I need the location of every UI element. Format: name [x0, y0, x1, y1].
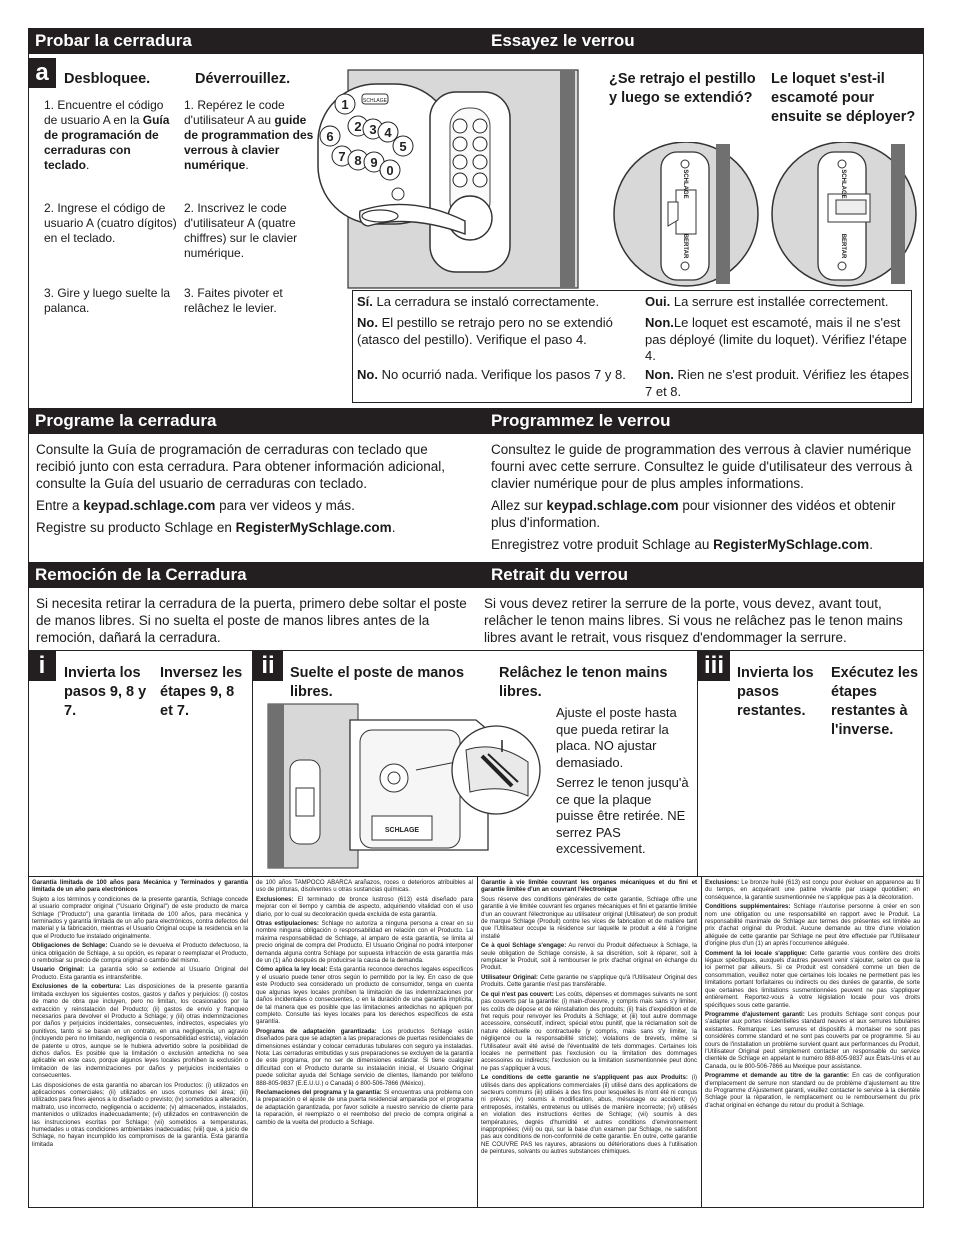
result-yes-fr: Oui. La serrure est installée correctement.	[645, 294, 889, 309]
removal-text-es: Si necesita retirar la cerradura de la puerta, primero debe soltar el poste de manos libres. Si no suelta el poste de manos libres antes de la remoción, dañará la cerradura.	[36, 596, 467, 645]
step-1-fr: 1. Repérez le code d'utilisateur A au guide de programmation des verrous à clavier numérique.	[184, 98, 314, 172]
question-es: ¿Se retrajo el pestillo y luego se extendió?	[609, 71, 756, 106]
step-3-fr: 3. Faites pivoter et relâchez le levier.	[184, 286, 283, 315]
result-no2-es: No. No ocurrió nada. Verifique los pasos 7 y 8.	[357, 367, 626, 382]
warranty-paragraph: Obligaciones de Schlage: Cuando se le devuelva el Producto defectuoso, la única obligación de Schlage, a su opción, es reparar o reemplazar el Producto, o rembolsar su precio de compra original o cambio del mismo.	[32, 942, 248, 965]
step-2-fr: 2. Inscrivez le code d'utilisateur A (quatre chiffres) sur le clavier numérique.	[184, 201, 298, 260]
warranty-divider-2	[477, 876, 478, 1208]
step-ii-note-es: Ajuste el poste hasta que pueda retirar la placa. NO ajustar demasiado.	[556, 705, 677, 770]
warranty-paragraph: Sujeto a los términos y condiciones de la presente garantía, Schlage concede al usuario comprador original ("Usuario Original") de este producto de marca Schlage ("Producto") una garantía limitada de 100 años, para mecánica y terminados y garantía limitada de un año para electrónicos, contra defectos del material y la fabricación, mientras el Usuario Original ocupe la residencia en la que el Producto fue instalado originalmente.	[32, 895, 248, 940]
hands-free-post-illustration	[266, 700, 556, 872]
warranty-paragraph: Ce à quoi Schlage s'engage: Au renvoi du Produit défectueux à Schlage, la seule obligation de Schlage consiste, à sa discrétion, soit à réparer, soit à remplacer le Produit, soit à rembourser le prix d'achat original en échange du Produit.	[481, 942, 697, 972]
result-no-fr: Non.Le loquet est escamoté, mais il ne s'est pas déployé (limite du loquet). Vérifiez l'étape 4.	[645, 315, 907, 363]
question-fr: Le loquet s'est-il escamoté pour ensuite se déployer?	[771, 71, 916, 125]
step-2-es: 2. Ingrese el código de usuario A (cuatro dígitos) en el teclado.	[44, 201, 177, 245]
removal-divider-2	[697, 650, 698, 876]
warranty-paragraph: Garantía limitada de 100 años para Mecánica y Terminados y garantía limitada de un año para electrónicos	[32, 879, 248, 894]
strike-label-right: SCHLAGE	[840, 169, 846, 199]
removal-text-fr: Si vous devez retirer la serrure de la porte, vous devez, avant tout, relâcher le tenon mains libres. Si vous ne relâchez pas le tenon mains libres avant le retrait, vous risquez d'endommager la serrure.	[484, 596, 903, 645]
key-3: 3	[369, 122, 377, 137]
warranty-paragraph: Ce qui n'est pas couvert: Les coûts, dépenses et dommages suivants ne sont pas couverts par la garantie: (i) main-d'oeuvre, y compris mais sans s'y limiter, les coûts de dépose et de réinstallation des produits; (ii) frais d'expédition et de fret requis pour renvoyer les Produits à Schlage; et (iii) tout autre dommage accessoire, consécutif, indirect, spécial et/ou punitif, que la réclamation soit de nature délictuelle ou contractuelle (y compris, mais sans s'y limiter, la négligence ou la responsabilité stricte); violations de brevets, même si l'Utilisateur avait été avisé de l'éventualité de tels dommages. Certaines lois locales ne permettent pas l'exclusion ou la limitation des dommages accessoires ou indirects; l'exclusion ou la limitation susmentionnée peut donc ne pas s'appliquer à vous.	[481, 990, 697, 1072]
removal-title-es: Remoción de la Cerradura	[35, 565, 247, 584]
warranty-paragraph: Usuario Original: La garantía sólo se extiende al Usuario Original del Producto. Esta garantía es intransferible.	[32, 966, 248, 981]
warranty-paragraph: Exclusions: Le bronze huilé (613) est conçu pour évoluer en apparence au fil du temps, en acquérant une patine vivante par usage quotidien; en conséquence, la garantie susmentionnée ne s'applique pas à la décoloration.	[705, 879, 920, 901]
strike-label-left: SCHLAGE	[682, 169, 688, 199]
link-keypad-schlage-fr[interactable]: keypad.schlage.com	[546, 498, 679, 513]
warranty-paragraph: Garantie à vie limitée couvrant les organes mécaniques et du fini et garantie limitée d'un an couvrant l'électronique	[481, 879, 697, 894]
warranty-col-1	[32, 879, 248, 1205]
warranty-paragraph: Programme d'ajustement garanti: Les produits Schlage sont conçus pour s'adapter aux portes résidentielles standard neuves et aux serrures tubulaires existantes. Remarque: Les serrures et dispositifs à mortaiser ne sont pas considérés comme standard et ne sont pas couverts par ce programme. Si au cours de l'installation un problème survient quant aux performances du Produit, l'Utilisateur Original peut simplement contacter un responsable du service clientèle de Schlage en appelant le numéro 888-805-9837 aux États-Unis et au Canada, ou le 800-506-7866 au Mexique pour assistance.	[705, 1010, 920, 1070]
key-0: 0	[386, 163, 394, 178]
keypad-brand-label: SCHLAGE	[363, 98, 387, 104]
step-iii-fr: Exécutez les étapes restantes à l'inverse.	[831, 665, 919, 738]
key-2: 2	[354, 119, 362, 134]
key-6: 6	[326, 129, 334, 144]
link-keypad-schlage-es[interactable]: keypad.schlage.com	[83, 498, 216, 513]
key-1: 1	[341, 97, 349, 112]
step-i-es: Invierta los pasos 9, 8 y 7.	[64, 665, 147, 719]
strike-label-left-2: BERTAR	[682, 233, 688, 259]
section-program-header	[28, 408, 924, 434]
program-text-es: Consulte la Guía de programación de cerraduras con teclado que recibió junto con esta cerradura. Para obtener información adicional, consulte la Guía del usuario de cerraduras con teclado. Entre a keypad.schlage.com para ver videos y más. Registre su producto Schlage en RegisterMySchlage.com.	[36, 442, 445, 535]
warranty-divider-1	[252, 876, 253, 1208]
strike-illustrations	[606, 142, 924, 292]
warranty-col-3	[481, 879, 697, 1205]
keypad-lock-illustration	[290, 66, 600, 291]
result-yes-es: Sí. La cerradura se instaló correctamente.	[357, 294, 600, 309]
link-register-es[interactable]: RegisterMySchlage.com	[235, 520, 392, 535]
warranty-paragraph: Programa de adaptación garantizada: Los productos Schlage están diseñados para que se adapten a las preparaciones de puertas residenciales de dimensiones estándar y colocar cerraduras tubulares con seguro ya instaladas. Nota: Las cerraduras embutidas y sus preparaciones se excluyen de la garantía de este programa, por no ser de dimensiones estándar. Si tiene cualquier dificultad con el Producto durante su instalación inicial, el Usuario Original puede solicitar ayuda del Schlage servicio de clientes, llamando por teléfono 888-805-9837 (E.E.U.U.) o Canadá) ó 800-506-7866 (México).	[256, 1027, 473, 1087]
section-removal-header	[28, 562, 924, 588]
unlock-heading-fr: Déverrouillez.	[195, 71, 291, 87]
link-register-fr[interactable]: RegisterMySchlage.com	[713, 537, 870, 552]
warranty-paragraph: Las disposiciones de esta garantía no abarcan los Productos: (i) utilizados en aplicaciones comerciales; (ii) utilizados en usos comunes del área; (iii) utilizados para fines ajenos a lo diseñado o previsto; (iv) sometidos a alteración, maltrato, uso incorrecto, negligencia o accidente; (v) almacenados, instalados, mantenidos o utilizados inadecuadamente; (vi) utilizados en contravención de las instrucciones escritas por Schlage; (vii) sometidos a temperaturas, humedades u otras condiciones ambientales inadecuadas; (viii) que, a juicio de Schlage, no hayan incumplido los compromisos de la garantía. Esta garantía limitada	[32, 1081, 248, 1148]
key-4: 4	[384, 125, 392, 140]
warranty-col-4	[705, 879, 920, 1205]
warranty-paragraph: Programme et demande au titre de la garantie: En cas de configuration d'emplacement de serrure non standard ou de problème d'ajustement au titre du Programme d'Ajustement garanti, veuillez contacter le service à la clientèle Schlage pour la réparation, le remplacement ou le remboursement du prix d'achat original en échange du retour du produit à Schlage.	[705, 1072, 920, 1109]
step-badge-a: a	[28, 58, 56, 88]
step-badge-i: i	[28, 651, 56, 681]
warranty-paragraph: Otras estipulaciones: Schlage no autoriza a ninguna persona a crear en su nombre ninguna obligación o responsabilidad en relación con el Producto. La máxima responsabilidad de Schlage, al amparo de esta garantía, se limita al precio original de compra del Producto. El Usuario Original no podrá interponer demanda alguna contra Schlage por supuesta infracción de esta garantía más de un (1) año después de producirse la causa de la demanda.	[256, 920, 473, 965]
step-ii-es: Suelte el poste de manos libres.	[290, 665, 465, 700]
step-3-es: 3. Gire y luego suelte la palanca.	[44, 286, 171, 315]
warranty-divider-3	[701, 876, 702, 1208]
key-9: 9	[370, 155, 378, 170]
section-test-header	[28, 28, 924, 54]
step-i-fr: Inversez les étapes 9, 8 et 7.	[160, 665, 243, 719]
warranty-paragraph: Utilisateur Original: Cette garantie ne s'applique qu'à l'Utilisateur Original des Produits. Cette garantie n'est pas transférable.	[481, 973, 697, 989]
removal-steps-top-rule	[28, 650, 924, 651]
step-badge-ii: ii	[253, 651, 283, 681]
step-badge-iii: iii	[698, 651, 730, 681]
unlock-heading-es: Desbloquee.	[64, 71, 151, 87]
result-no2-fr: Non. Rien ne s'est produit. Vérifiez les étapes 7 et 8.	[645, 367, 910, 399]
program-title-es: Programe la cerradura	[35, 411, 217, 430]
program-text-fr: Consultez le guide de programmation des verrous à clavier numérique fourni avec cette serrure. Consultez le guide d'utilisateur des verrous à clavier numérique pour de plus amples informations. Allez sur keypad.schlage.com pour visionner des vidéos et obtenir plus d'information. Enregistrez votre produit Schlage au RegisterMySchlage.com.	[491, 442, 913, 552]
section-title-fr: Essayez le verrou	[491, 31, 635, 50]
warranty-paragraph: de 100 años TAMPOCO ABARCA arañazos, roces o deterioros atribuibles al uso de pinturas, disolventes u otras sustancias químicas.	[256, 879, 473, 894]
step-ii-note-fr: Serrez le tenon jusqu'à ce que la plaque puisse être retirée. NE serrez PAS excessivement.	[556, 775, 689, 856]
warranty-paragraph: Sous réserve des conditions générales de cette garantie, Schlage offre une garantie à vie limitée couvrant les organes mécaniques et fini et garantie limitée d'un an couvrant l'électronique au utilisateur original (Utilisateur) de son produit de marque Schlage (Produit) contre les vices de fabrication et de matière tant que l'Utilisateur occupe la résidence sur laquelle le produit a été à l'origine installé	[481, 895, 697, 940]
plate-brand-label: SCHLAGE	[384, 827, 420, 834]
warranty-top-rule	[28, 876, 924, 877]
warranty-paragraph: Cómo aplica la ley local: Esta garantía reconoce derechos legales específicos y el usuario puede tener otros según lo permitido por la ley. En caso de que este Producto sea considerado un producto de consumidor, tenga en cuenta que algunas leyes locales prohíben la limitación de las indemnizaciones por daños incidentales o consecuentes, o en la duración de una garantía implícita, de tal manera que es posible que las limitaciones antedichas no apliquen por completo. Consulte las leyes locales para los derechos específicos de esta garantía.	[256, 966, 473, 1026]
result-no-es: No. El pestillo se retrajo pero no se extendió (atasco del pestillo). Verifique el paso 4.	[357, 315, 613, 347]
warranty-paragraph: Exclusiones de la cobertura: Las disposiciones de la presente garantía limitada excluyen los siguientes costos, gastos y daños y perjuicios: (i) costos de mano de obra que incluyen, pero no limitan, los ocasionados por la extracción y reinstalación del Producto; (ii) gastos de envío y franqueo necesarios para devolver el Producto a Schlage; y (iii) otras indemnizaciones por daños y perjuicios incidentales, consecuentes, indirectos, especiales y/o punitivos, tanto si se basan en un contrato, en una negligencia, un agravio (incluyendo pero no limitando, negligencia o responsabilidad estricta), violación de patente u otros, aunque se le hubiera advertido sobre la posibilidad de dichos daños. Es posible que la limitación o exclusión antedicha no sea aplicable en este caso, porque algunos leyes locales prohíben la exclusión o limitación de las indemnizaciones por daños y perjuicios incidentales o consecuentes.	[32, 983, 248, 1080]
key-5: 5	[399, 139, 407, 154]
removal-title-fr: Retrait du verrou	[491, 565, 628, 584]
warranty-paragraph: Comment la loi locale s'applique: Cette garantie vous confère des droits légaux spécifiques, auxquels d'autres peuvent venir s'ajouter, selon ce que la loi permet par ailleurs. Si ce Produit est considéré comme un bien de consommation, veuillez noter que certaines lois locales ne permettent pas les limitations portant forfaitaires ou indirects ou des durées de garantie, de sorte que certaines des limitations susmentionnées peuvent ne pas s'appliquer entièrement. Reportez-vous à votre législation locale pour vos droits spécifiques sous cette garantie.	[705, 949, 920, 1009]
step-iii-es: Invierta los pasos restantes.	[737, 665, 814, 719]
step-1-es: 1. Encuentre el código de usuario A en la Guía de programación de cerraduras con teclado.	[44, 98, 170, 172]
key-7: 7	[338, 149, 346, 164]
warranty-paragraph: Reclamaciones del programa y la garantía: Si encuentras una problema con la preparación o el ajuste de una puerta residencial amparada por el programa de adaptación garantizada, por favor solicite a nuestro servicio de cliente para la reparación, el reemplazo o el reembolso del precio de compra original a cambio de la vuelta del producto a Schlage.	[256, 1088, 473, 1126]
strike-label-right-2: BERTAR	[840, 233, 846, 259]
warranty-paragraph: Conditions supplémentaires: Schlage n'autorise personne à créer en son nom une obligation ou une responsabilité en rapport avec le Produit. La responsabilité maximale de Schlage aux termes des présentes est limitée au prix d'achat original du Produit. Aucune demande au titre d'une violation alléguée de cette garantie par Schlage ne peut être effectuée par l'Utilisateur d'origine plus d'un (1) an après l'occurrence alléguée.	[705, 903, 920, 948]
step-ii-fr: Relâchez le tenon mains libres.	[499, 665, 668, 700]
warranty-col-2	[256, 879, 473, 1205]
warranty-paragraph: Exclusiones: El terminado de bronce lustroso (613) está diseñado para mejorar con el tiempo y cambia de aspecto, adquiriendo vitalidad con el uso diario, por lo cual su decoloración queda excluida de esta garantía.	[256, 895, 473, 918]
warranty-paragraph: Le conditions de cette garantie ne s'appliquent pas aux Produits: (i) utilisés dans des applications commerciales (ii) utilisé dans des applications de secteurs communs (iii) utilisés à des fins pour lesquelles ils n'ont été ni conçus ni prévus; (iv) soumis à modification, abus, mésusage ou accident; (v) entreposés, installés, entretenus ou utilisés de manière incorrecte; (vi) utilisés en violation des instructions écrites de Schlage; (vii) soumis à des températures, degrés d'humidité et autres conditions d'environnement inappropriées; (viii) ou qui, sur la base d'un examen par Schlage, ne satisfont pas aux conditions de non-conformité de cette garantie. En outre, cette garantie NE COUVRE PAS les rayures, abrasions ou détériorations dues à l'utilisation de peintures, solvants ou autres substances chimiques.	[481, 1074, 697, 1156]
key-8: 8	[354, 153, 362, 168]
removal-divider-1	[252, 650, 253, 876]
program-title-fr: Programmez le verrou	[491, 411, 671, 430]
section-title-es: Probar la cerradura	[35, 31, 192, 50]
